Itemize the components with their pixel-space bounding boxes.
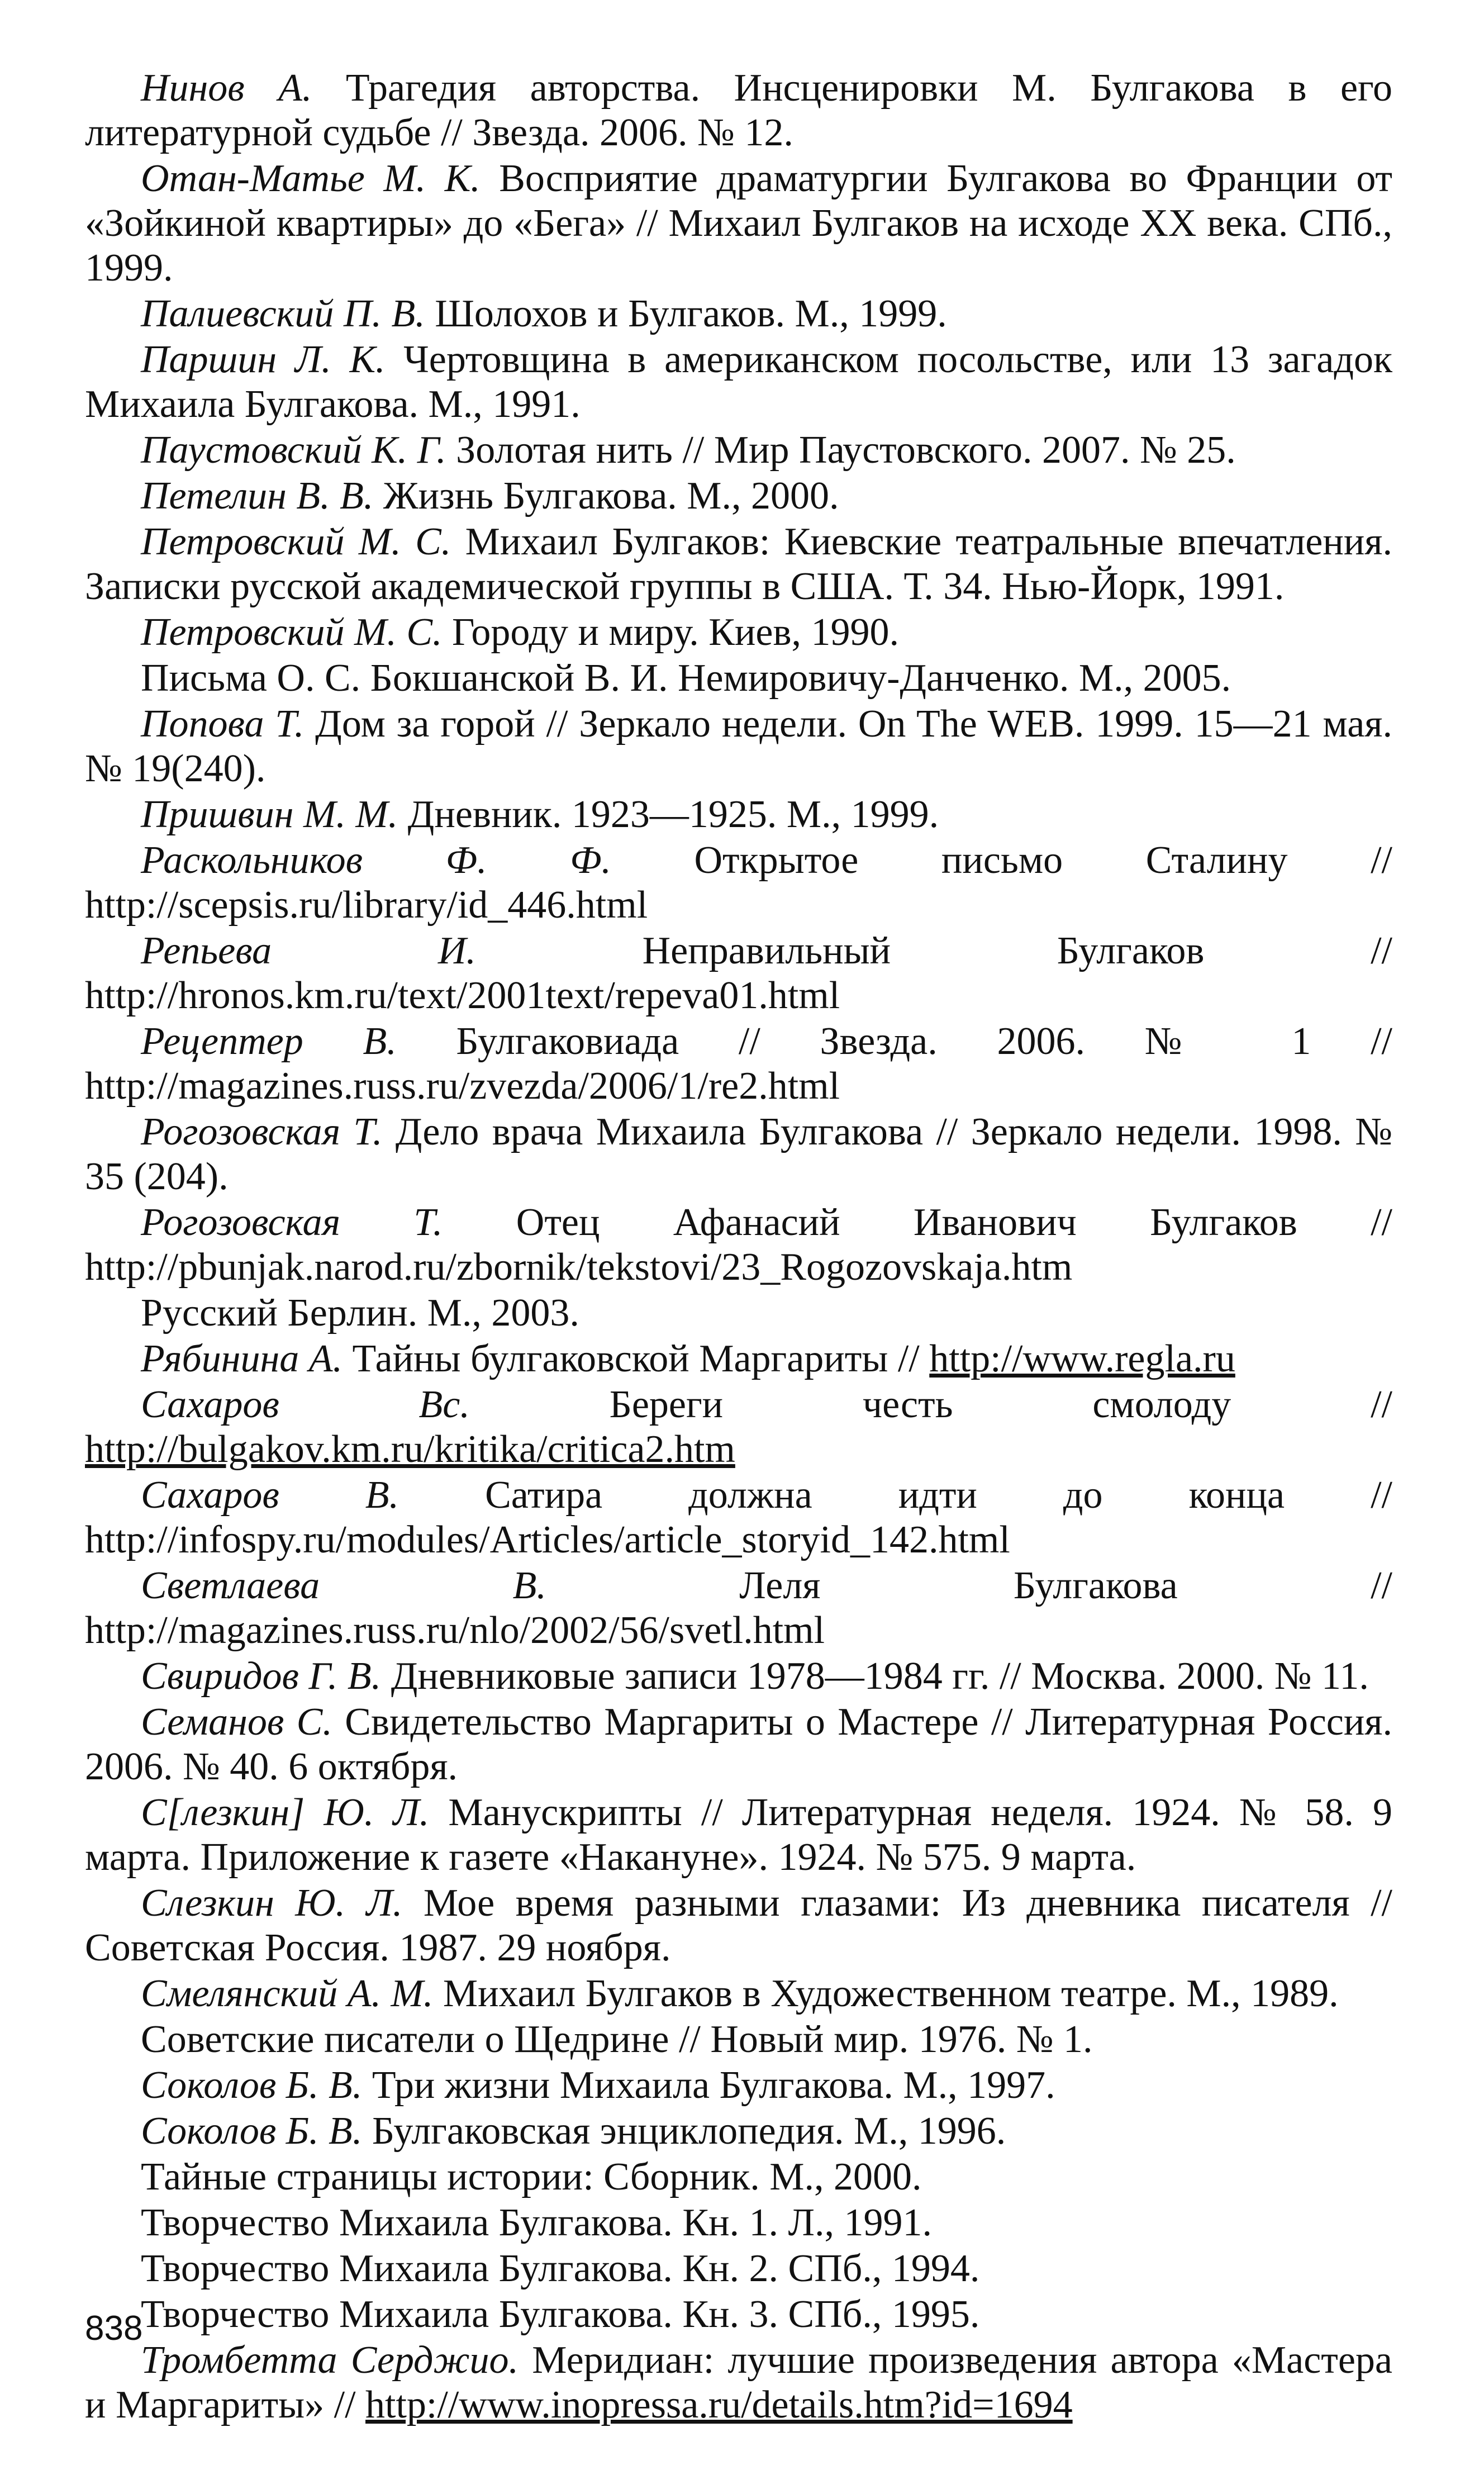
entry-author: Паршин Л. К.	[141, 338, 386, 381]
entry-text: Булгаковиада // Звезда. 2006. № 1 // http://magazines.russ.ru/zvezda/2006/1/re2.html	[85, 1020, 1392, 1108]
bibliography-entry	[85, 1291, 1392, 1336]
entry-author: Тромбетта Серджио.	[141, 2339, 519, 2382]
entry-link[interactable]: http://www.regla.ru	[929, 1337, 1235, 1380]
entry-author: Отан-Матье М. К.	[141, 157, 481, 200]
bibliography-entry	[85, 1790, 1392, 1880]
bibliography-entry	[85, 66, 1392, 155]
bibliography-entry	[85, 929, 1392, 1018]
entry-text: Восприятие драматургии Булгакова во Франции от «Зойкиной квартиры» до «Бега» // Михаил Булгаков на исходе XX века. СПб., 1999.	[85, 157, 1392, 289]
entry-author: Репьева И.	[141, 929, 476, 972]
entry-author: Соколов Б. В.	[141, 2110, 363, 2153]
bibliography-entry	[85, 702, 1392, 791]
entry-text: Тайные страницы истории: Сборник. М., 2000.	[141, 2155, 922, 2198]
bibliography-entry	[85, 156, 1392, 291]
entry-text: Золотая нить // Мир Паустовского. 2007. № 25.	[446, 429, 1236, 472]
bibliography-entry	[85, 1564, 1392, 1653]
entry-text: Шолохов и Булгаков. М., 1999.	[425, 292, 947, 335]
entry-text: Манускрипты // Литературная неделя. 1924. № 58. 9 марта. Приложение к газете «Накануне». 1924. № 575. 9 марта.	[85, 1791, 1392, 1879]
bibliography-entry	[85, 2246, 1392, 2291]
entry-author: Петровский М. С.	[141, 611, 443, 654]
entry-text: Творчество Михаила Булгакова. Кн. 2. СПб., 1994.	[141, 2247, 980, 2290]
entry-text: Береги честь смолоду //	[469, 1383, 1392, 1426]
entry-text: Дом за горой // Зеркало недели. On The WEB. 1999. 15—21 мая. № 19(240).	[85, 702, 1392, 790]
entry-author: Рогозовская Т.	[141, 1110, 383, 1153]
entry-author: Семанов С.	[141, 1701, 332, 1744]
bibliography-entry	[85, 2017, 1392, 2062]
bibliography-entry	[85, 2063, 1392, 2108]
entry-author: Смелянский А. М.	[141, 1972, 434, 2015]
entry-text: Михаил Булгаков в Художественном театре. М., 1989.	[433, 1972, 1339, 2015]
entry-author: Рецептер В.	[141, 1020, 397, 1063]
entry-text: Леля Булгакова // http://magazines.russ.ru/nlo/2002/56/svetl.html	[85, 1564, 1392, 1652]
entry-text: Городу и миру. Киев, 1990.	[442, 611, 900, 654]
page-number: 838	[85, 2309, 143, 2348]
bibliography-entry	[85, 1383, 1392, 1472]
entry-text: Мое время разными глазами: Из дневника писателя // Советская Россия. 1987. 29 ноября.	[85, 1882, 1392, 1969]
bibliography-entry	[85, 1473, 1392, 1562]
bibliography-entry	[85, 1110, 1392, 1199]
bibliography-entry	[85, 792, 1392, 837]
entry-text: Трагедия авторства. Инсценировки М. Булгакова в его литературной судьбе // Звезда. 2006. № 12.	[85, 67, 1392, 154]
bibliography-entry	[85, 1019, 1392, 1109]
bibliography-entry	[85, 838, 1392, 928]
entry-author: Рогозовская Т.	[141, 1201, 443, 1244]
entry-author: Пришвин М. М.	[141, 793, 398, 836]
entry-author: Нинов А.	[141, 67, 312, 110]
entry-text: Дело врача Михаила Булгакова // Зеркало недели. 1998. № 35 (204).	[85, 1110, 1392, 1198]
bibliography-entry	[85, 1700, 1392, 1789]
entry-text: Русский Берлин. М., 2003.	[141, 1291, 579, 1334]
entry-text: Жизнь Булгакова. М., 2000.	[373, 474, 839, 517]
entry-author: С[лезкин] Ю. Л.	[141, 1791, 430, 1834]
bibliography-entry	[85, 1200, 1392, 1290]
entry-author: Светлаева В.	[141, 1564, 546, 1607]
entry-link[interactable]: http://www.inopressa.ru/details.htm?id=1694	[365, 2383, 1073, 2426]
entry-author: Попова Т.	[141, 702, 305, 745]
entry-author: Паустовский К. Г.	[141, 429, 446, 472]
entry-text: Неправильный Булгаков // http://hronos.km.ru/text/2001text/repeva01.html	[85, 929, 1393, 1017]
bibliography-entry	[85, 1337, 1392, 1381]
entry-text: Тайны булгаковской Маргариты //	[342, 1337, 930, 1380]
entry-author: Соколов Б. В.	[141, 2064, 363, 2107]
bibliography-page	[85, 66, 1392, 2429]
bibliography-entry	[85, 2155, 1392, 2200]
entry-text: Три жизни Михаила Булгакова. М., 1997.	[362, 2064, 1055, 2107]
bibliography-entry	[85, 2338, 1392, 2428]
bibliography-entry	[85, 1881, 1392, 1970]
entry-text: Чертовщина в американском посольстве, или 13 загадок Михаила Булгакова. М., 1991.	[85, 338, 1392, 426]
bibliography-entry	[85, 2201, 1392, 2245]
bibliography-entry	[85, 656, 1392, 701]
entry-author: Петровский М. С.	[141, 520, 451, 563]
entry-text: Дневниковые записи 1978—1984 гг. // Москва. 2000. № 11.	[381, 1655, 1369, 1698]
bibliography-entry	[85, 520, 1392, 609]
entry-link[interactable]: http://bulgakov.km.ru/kritika/critica2.htm	[85, 1428, 735, 1471]
bibliography-entry	[85, 610, 1392, 655]
entry-author: Палиевский П. В.	[141, 292, 425, 335]
entry-text: Меридиан: лучшие произведения автора «Мастера и Маргариты» //	[85, 2339, 1392, 2426]
entry-text: Советские писатели о Щедрине // Новый мир. 1976. № 1.	[141, 2018, 1093, 2061]
bibliography-entry	[85, 338, 1392, 427]
entry-text: Михаил Булгаков: Киевские театральные впечатления. Записки русской академической группы в США. Т. 34. Нью-Йорк, 1991.	[85, 520, 1392, 608]
bibliography-entry	[85, 428, 1392, 473]
bibliography-entry	[85, 2109, 1392, 2154]
entry-text: Письма О. С. Бокшанской В. И. Немировичу-Данченко. М., 2005.	[141, 657, 1231, 700]
entry-author: Сахаров В.	[141, 1474, 399, 1517]
entry-text: Свидетельство Маргариты о Мастере // Литературная Россия. 2006. № 40. 6 октября.	[85, 1701, 1392, 1788]
entry-author: Свиридов Г. В.	[141, 1655, 382, 1698]
bibliography-entry	[85, 292, 1392, 336]
entry-text: Булгаковская энциклопедия. М., 1996.	[362, 2110, 1006, 2153]
bibliography-entry	[85, 1972, 1392, 2016]
entry-text: Отец Афанасий Иванович Булгаков // http://pbunjak.narod.ru/zbornik/tekstovi/23_Rogozovskaja.htm	[85, 1201, 1392, 1289]
entry-text: Творчество Михаила Булгакова. Кн. 3. СПб., 1995.	[141, 2293, 980, 2336]
bibliography-entry	[85, 474, 1392, 519]
bibliography-entry	[85, 2292, 1392, 2337]
entry-author: Сахаров Вс.	[141, 1383, 470, 1426]
entry-author: Петелин В. В.	[141, 474, 374, 517]
entry-text: Дневник. 1923—1925. М., 1999.	[398, 793, 939, 836]
entry-author: Слезкин Ю. Л.	[141, 1882, 403, 1925]
entry-author: Рябинина А.	[141, 1337, 343, 1380]
bibliography-entry	[85, 1654, 1392, 1699]
entry-author: Раскольников Ф. Ф.	[141, 839, 611, 882]
entry-text: Сатира должна идти до конца // http://infospy.ru/modules/Articles/article_storyid_142.html	[85, 1474, 1392, 1561]
entry-text: Открытое письмо Сталину // http://scepsis.ru/library/id_446.html	[85, 839, 1392, 927]
entry-text: Творчество Михаила Булгакова. Кн. 1. Л., 1991.	[141, 2201, 933, 2244]
